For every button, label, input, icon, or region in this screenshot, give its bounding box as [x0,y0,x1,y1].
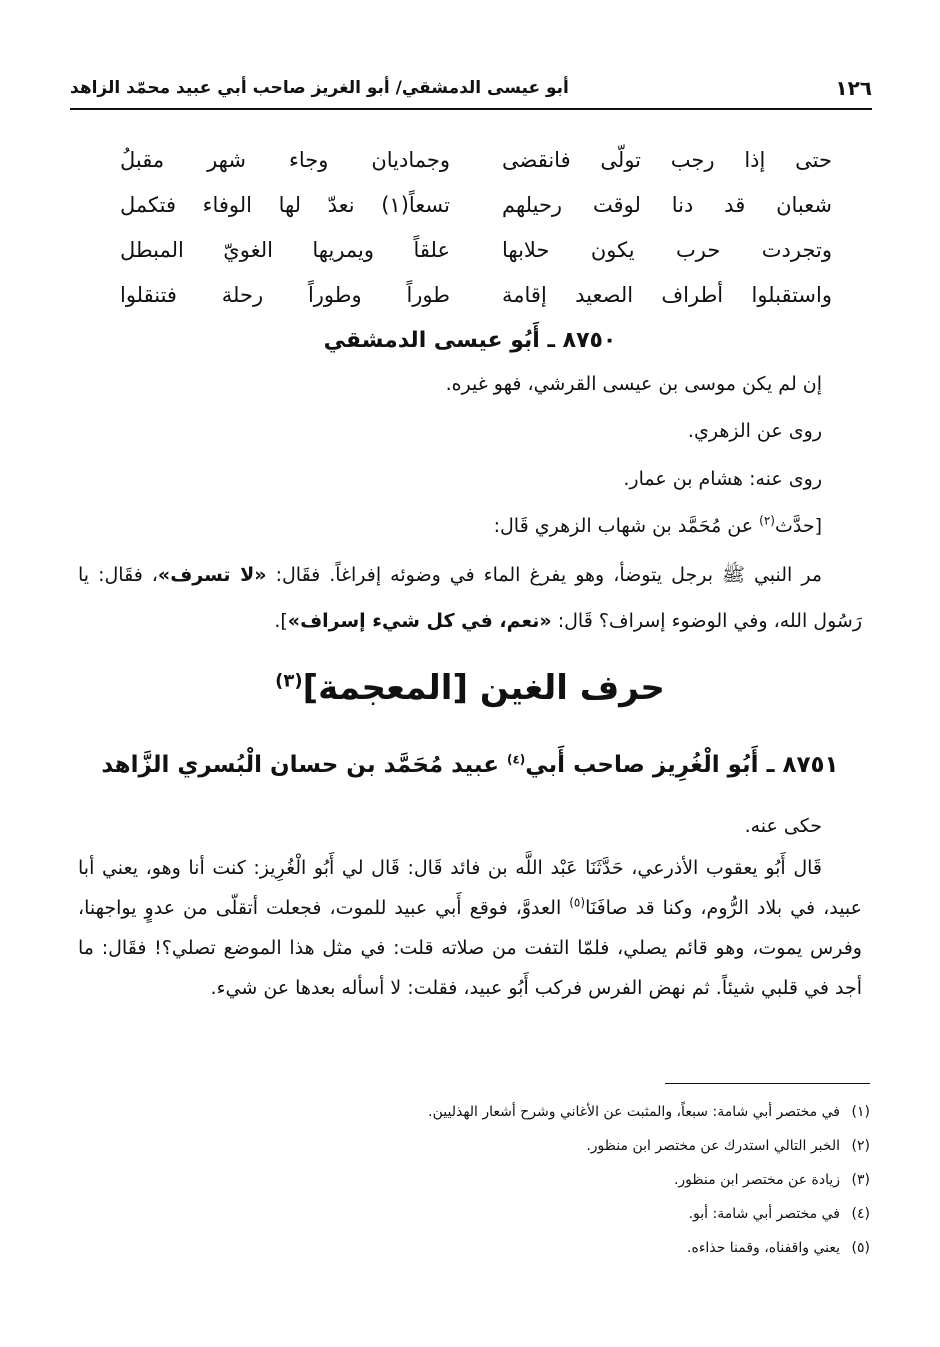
footnote [80,1197,870,1231]
hadith-paragraph [78,552,862,644]
footnote-ref[interactable]: (٥) [569,895,586,910]
text-segment: مر النبي ﷺ برجل يتوضأ، وهو يفرغ الماء في وضوئه إفراغاً. فقَال: [266,564,823,586]
footnote-text: الخبر التالي استدرك عن مختصر ابن منظور. [586,1138,840,1154]
footnote-ref[interactable]: (٢) [759,513,775,528]
text-segment: ، فقَال: يا رَسُول الله، وفي الوضوء إسراف؟ قَال: [78,564,862,632]
entry-8750-line-3: روى عنه: هشام بن عمار. [623,468,822,490]
text-segment: عن مُحَمَّد بن شهاب الزهري قَال: [493,515,760,537]
chapter-title: حرف الغين [المعجمة] [302,668,665,708]
title-segment: ٨٧٥١ ـ أَبُو الْغُرِيز صاحب أَبي [525,752,839,778]
verse [120,183,832,228]
entry-8751-paragraph [78,848,862,1008]
footnote-number: (٤) [851,1206,870,1222]
verse-first-hemistich: حتى إذا رجب تولّى فانقضى [502,148,832,172]
text-segment: ]. [274,610,288,632]
entry-8751-line-1: حكى عنه. [744,815,822,837]
footnote-number: (٢) [851,1138,870,1154]
title-segment: عبيد مُحَمَّد بن حسان الْبُسري الزَّاهد [101,752,507,778]
entry-8751-title [70,752,870,778]
entry-8750-line-4 [78,510,822,542]
footnote-text: يعني واقفناه، وقمنا حذاءه. [687,1240,840,1256]
footnote-number: (٣) [851,1172,870,1188]
footnote-ref[interactable]: (٣) [275,670,303,692]
page-number: ١٢٦ [835,76,872,100]
entry-8750-line-1: إن لم يكن موسى بن عيسى القرشي، فهو غيره. [445,373,822,395]
verse-second-hemistich: طوراً وطوراً رحلة فتنقلوا [120,283,450,307]
text-segment: العدوَّ، فوقع أَبي عبيد للموت، فجعلت أتقلّى من عدوٍ يواجهنا، وفرس يموت، وهو قائم يصلي، فلمّا التفت من صلاته قلت: في مثل هذا الموضع تصلي؟! فقَال: ما أجد في قلبي شيئاً. ثم نهض الفرس فركب أَبُو عبيد، فقلت: لا أسأله بعدها عن شيء. [78,897,862,999]
footnote-text: في مختصر أبي شامة: سبعاً، والمثبت عن الأغاني وشرح أشعار الهذليين. [428,1104,840,1120]
footnote [80,1163,870,1197]
chapter-heading [70,668,870,708]
poem [120,138,832,318]
footnotes [80,1095,870,1265]
text-segment: [حدَّث [774,515,822,537]
verse-first-hemistich: شعبان قد دنا لوقت رحيلهم [502,193,832,217]
footnote-number: (٥) [851,1240,870,1256]
footnote [80,1095,870,1129]
footnote-number: (١) [851,1104,870,1120]
verse [120,138,832,183]
running-header [70,68,872,110]
entry-8750-title: ٨٧٥٠ ـ أَبُو عيسى الدمشقي [323,328,617,353]
hadith-quote: «لا تسرف» [157,564,267,586]
verse-second-hemistich: علقاً ويمريها الغويّ المبطل [120,238,450,262]
verse [120,228,832,273]
footnote-ref[interactable]: (٤) [506,752,526,767]
verse-first-hemistich: وتجردت حرب يكون حلابها [502,238,832,262]
footnote-text: في مختصر أبي شامة: أبو. [688,1206,840,1222]
verse-first-hemistich: واستقبلوا أطراف الصعيد إقامة [502,283,832,307]
footnote [80,1129,870,1163]
verse [120,273,832,318]
entry-8750-line-2: روى عن الزهري. [687,420,822,442]
footnote-text: زيادة عن مختصر ابن منظور. [673,1172,840,1188]
hadith-quote: «نعم، في كل شيء إسراف» [287,610,552,632]
footnote-divider [665,1083,870,1084]
verse-second-hemistich: تسعاً(١) نعدّ لها الوفاء فتكمل [120,193,450,217]
text-segment: قَال أَبُو يعقوب الأذرعي، حَدَّثَنَا عَبْد اللَّه بن فائد قَال: قَال لي أَبُو الْغُرِيز: كنت أنا وهو، يعني أبا عبيد، في بلاد الرُّوم، وكنا قد صافَنَا [78,857,862,919]
running-title: أبو عيسى الدمشقي/ أبو الغريز صاحب أبي عبيد محمّد الزاهد [70,78,569,98]
footnote [80,1231,870,1265]
verse-second-hemistich: وجماديان وجاء شهر مقبلُ [120,148,450,172]
